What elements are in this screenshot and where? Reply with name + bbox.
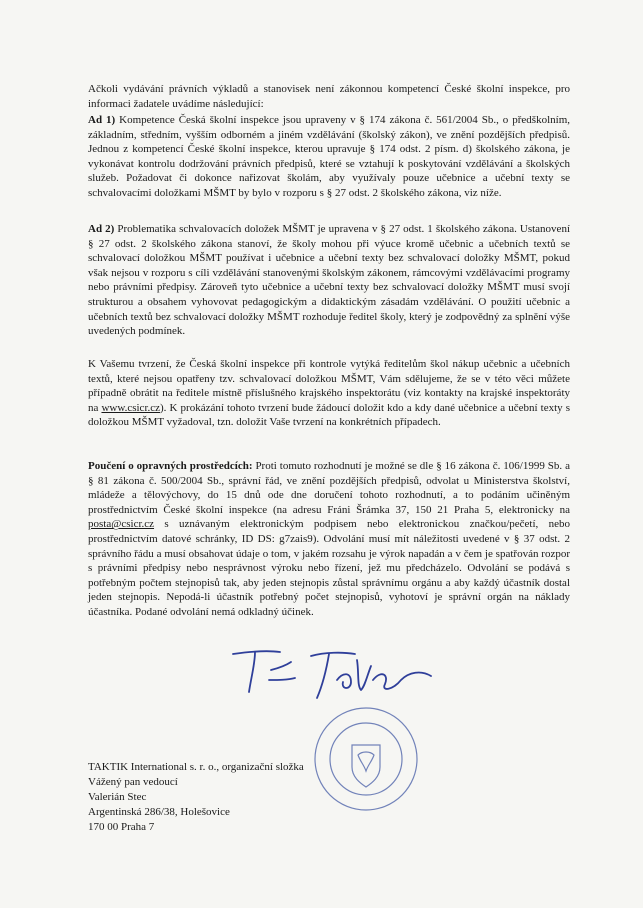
official-stamp (312, 705, 420, 813)
claim-text-before: K Vašemu tvrzení, že Česká školní inspekce při kontrole vytýká ředitelům škol nákup učebnic a učebních textů, které nejsou opatřeny tzv. schvalovací doložkou MŠMT, Vám sdělujeme, že se v této věci můžete případně obrátit na ředitele místně příslušného krajského inspektorátu (viz kontakty na krajské inspektoráty na (88, 358, 570, 414)
appeal-text-after: s uznávaným elektronickým podpisem nebo elektronickou značkou/pečetí, nebo prostřednictvím datové schránky, ID DS: g7zais9). Odvolání musí mít náležitosti uvedené v § 37 odst. 2 správního řádu a musí obsahovat údaje o tom, v jakém rozsahu je výrok napadán a v čem je spatřován rozpor s právními předpisy nebo nesprávnost výroku nebo řízení, jež mu předcházelo. Odvolání se podává s potřebným počtem stejnopisů tak, aby jeden stejnopis zůstal správnímu orgánu a aby každý účastník dostal jeden stejnopis. Nepodá-li účastník potřebný počet stejnopisů, vyhotoví je správní orgán na náklady účastníka. Podané odvolání nemá odkladný účinek. (88, 518, 570, 618)
ad1-text: Kompetence Česká školní inspekce jsou upraveny v § 174 zákona č. 561/2004 Sb., o předškolním, základním, středním, vyšším odborném a jiném vzdělávání (školský zákon), ve znění pozdějších předpisů. Jednou z kompetencí České školní inspekce, kterou upravuje § 174 odst. 2 písm. d) školského zákona, je vykonávat kontrolu dodržování právních předpisů, které se vztahují k poskytování vzdělávání a školských služeb. Požadovat či dokonce nařizovat školám, aby využívaly pouze učebnice a učební texty se schvalovacími doložkami MŠMT by bylo v rozporu s § 27 odst. 2 školského zákona, viz níže. (88, 114, 570, 199)
appeal-text-before: Proti tomuto rozhodnutí je možné se dle § 16 zákona č. 106/1999 Sb. a § 81 zákona č. 500/2004 Sb., správní řád, ve znění pozdějších předpisů, odvolat u Ministerstva školství, mládeže a tělovýchovy, do 15 dnů ode dne doručení tohoto rozhodnutí, a to podáním učiněným prostřednictvím České školní inspekce (na adresu Fráni Šrámka 37, 150 21 Praha 5, elektronicky na (88, 460, 570, 516)
appeal-instructions-paragraph (88, 459, 570, 620)
email-link[interactable]: posta@csicr.cz (88, 518, 155, 531)
address-company: TAKTIK International s. r. o., organizační složka (88, 761, 304, 773)
website-link[interactable]: www.csicr.cz (101, 401, 161, 414)
address-name: Valerián Stec (88, 791, 147, 803)
ad2-label: Ad 2) (88, 223, 115, 235)
recipient-address (88, 760, 304, 835)
address-salutation: Vážený pan vedoucí (88, 776, 178, 788)
address-street: Argentinská 286/38, Holešovice (88, 806, 230, 818)
ad2-text: Problematika schvalovacích doložek MŠMT je upravena v § 27 odst. 1 školského zákona. Ustanovení § 27 odst. 2 školského zákona stanoví, že školy mohou při výuce kromě učebnic a učebních textů se schvalovací doložkou MŠMT používat i učebnice a učební texty bez schvalovací doložky MŠMT, pokud však nejsou v rozporu s cíli vzdělávání stanovenými školským zákonem, rámcovými vzdělávacími programy nebo právními předpisy. Zároveň tyto učebnice a učební texty bez schvalovací doložky MŠMT musí svojí strukturou a obsahem vyhovovat pedagogickým a didaktickým zásadám vzdělávání. O použití učebnic a učebních textů bez schvalovací doložky MŠMT rozhoduje ředitel školy, který je zodpovědný za splnění výše uvedených podmínek. (88, 223, 570, 338)
handwritten-signature (225, 640, 445, 710)
intro-text: Ačkoli vydávání právních výkladů a stanovisek není zákonnou kompetencí České školní inspekce, pro informaci žadatele uvádíme následující: (88, 83, 570, 110)
ad1-paragraph (88, 113, 570, 201)
ad2-paragraph (88, 222, 570, 339)
claim-paragraph (88, 357, 570, 430)
appeal-label: Poučení o opravných prostředcích: (88, 460, 253, 472)
ad1-label: Ad 1) (88, 114, 116, 126)
claim-text-after: ). K prokázání tohoto tvrzení bude žádoucí doložit kdo a kdy dané učebnice a učební texty s doložkou MŠMT vyžadoval, tzn. doložit Vaše tvrzení na konkrétních případech. (88, 401, 570, 429)
intro-paragraph (88, 82, 570, 111)
address-city: 170 00 Praha 7 (88, 821, 155, 833)
